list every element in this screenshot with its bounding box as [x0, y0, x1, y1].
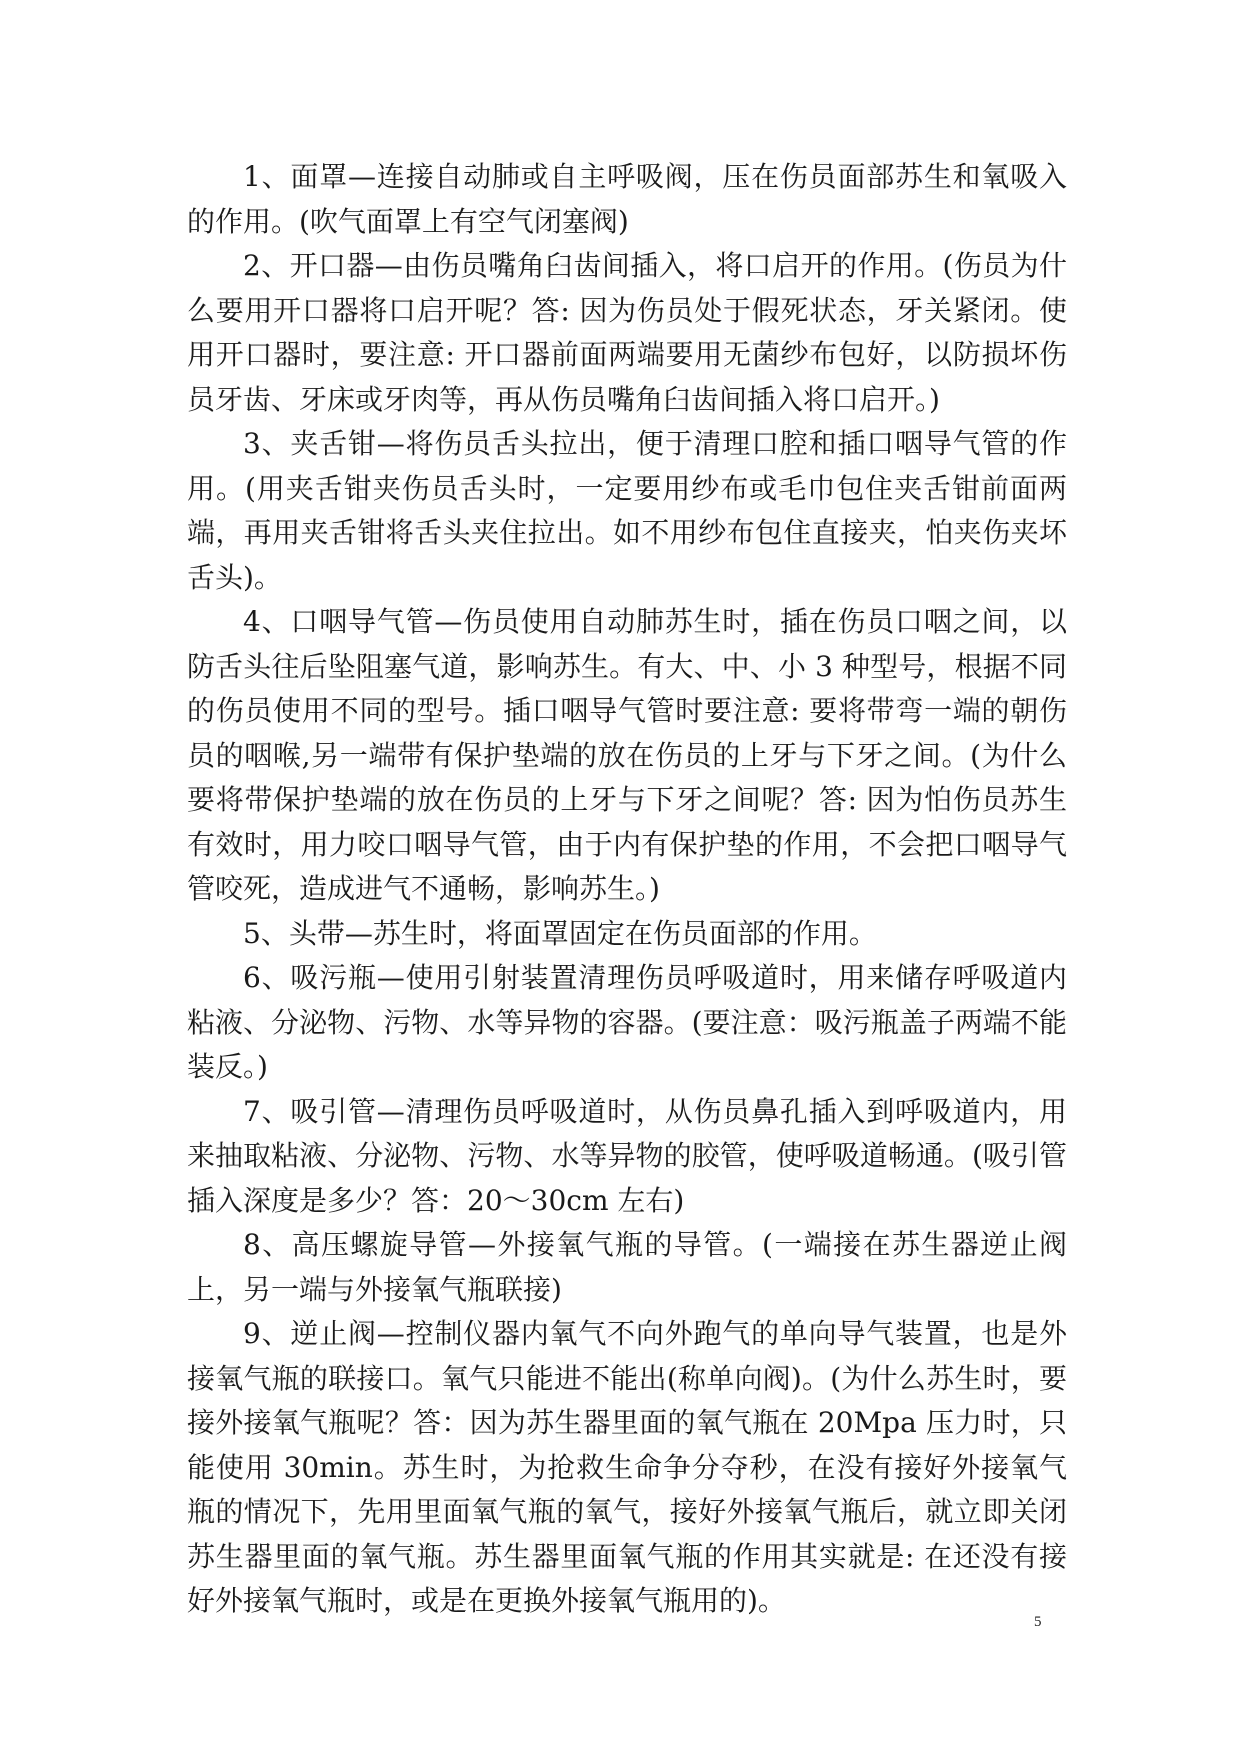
paragraph-9-check-valve: 9、逆止阀—控制仪器内氧气不向外跑气的单向导气装置，也是外接氧气瓶的联接口。氧气只能进不能出(称单向阀)。(为什么苏生时，要接外接氧气瓶呢？答：因为苏生器里面的氧气瓶在 20Mpa 压力时，只能使用 30min。苏生时，为抢救生命争分夺秒，在没有接好外接氧气瓶的情况下，先用里面氧气瓶的氧气，接好外接氧气瓶后，就立即关闭苏生器里面的氧气瓶。苏生器里面氧气瓶的作用其实就是: 在还没有接好外接氧气瓶时，或是在更换外接氧气瓶用的)。: [187, 1317, 1067, 1617]
paragraph-8-high-pressure-hose: 8、高压螺旋导管—外接氧气瓶的导管。(一端接在苏生器逆止阀上，另一端与外接氧气瓶联接): [187, 1228, 1067, 1306]
paragraph-2-mouth-opener: 2、开口器—由伤员嘴角臼齿间插入，将口启开的作用。(伤员为什么要用开口器将口启开呢？答: 因为伤员处于假死状态，牙关紧闭。使用开口器时，要注意: 开口器前面两端要用无菌纱布包好，以防损坏伤员牙齿、牙床或牙肉等，再从伤员嘴角臼齿间插入将口启开。): [187, 249, 1067, 416]
document-body: [187, 155, 1067, 1624]
paragraph-6-suction-bottle: 6、吸污瓶—使用引射装置清理伤员呼吸道时，用来储存呼吸道内粘液、分泌物、污物、水等异物的容器。(要注意：吸污瓶盖子两端不能装反。): [187, 961, 1067, 1083]
paragraph-4-oropharyngeal-airway: 4、口咽导气管—伤员使用自动肺苏生时，插在伤员口咽之间，以防舌头往后坠阻塞气道，影响苏生。有大、中、小 3 种型号，根据不同的伤员使用不同的型号。插口咽导气管时要注意: 要将带弯一端的朝伤员的咽喉,另一端带有保护垫端的放在伤员的上牙与下牙之间。(为什么要将带保护垫端的放在伤员的上牙与下牙之间呢？答: 因为怕伤员苏生有效时，用力咬口咽导气管，由于内有保护垫的作用，不会把口咽导气管咬死，造成进气不通畅，影响苏生。): [187, 605, 1067, 905]
page-number: 5: [1034, 1614, 1042, 1630]
paragraph-3-tongue-forceps: 3、夹舌钳—将伤员舌头拉出，便于清理口腔和插口咽导气管的作用。(用夹舌钳夹伤员舌头时，一定要用纱布或毛巾包住夹舌钳前面两端，再用夹舌钳将舌头夹住拉出。如不用纱布包住直接夹，怕夹伤夹坏舌头)。: [187, 427, 1067, 594]
paragraph-5-head-strap: 5、头带—苏生时，将面罩固定在伤员面部的作用。: [243, 916, 877, 950]
paragraph-7-suction-tube: 7、吸引管—清理伤员呼吸道时，从伤员鼻孔插入到呼吸道内，用来抽取粘液、分泌物、污物、水等异物的胶管，使呼吸道畅通。(吸引管插入深度是多少？答：20～30cm 左右): [187, 1094, 1067, 1217]
paragraph-1-face-mask: 1、面罩—连接自动肺或自主呼吸阀，压在伤员面部苏生和氧吸入的作用。(吹气面罩上有空气闭塞阀): [187, 160, 1067, 238]
